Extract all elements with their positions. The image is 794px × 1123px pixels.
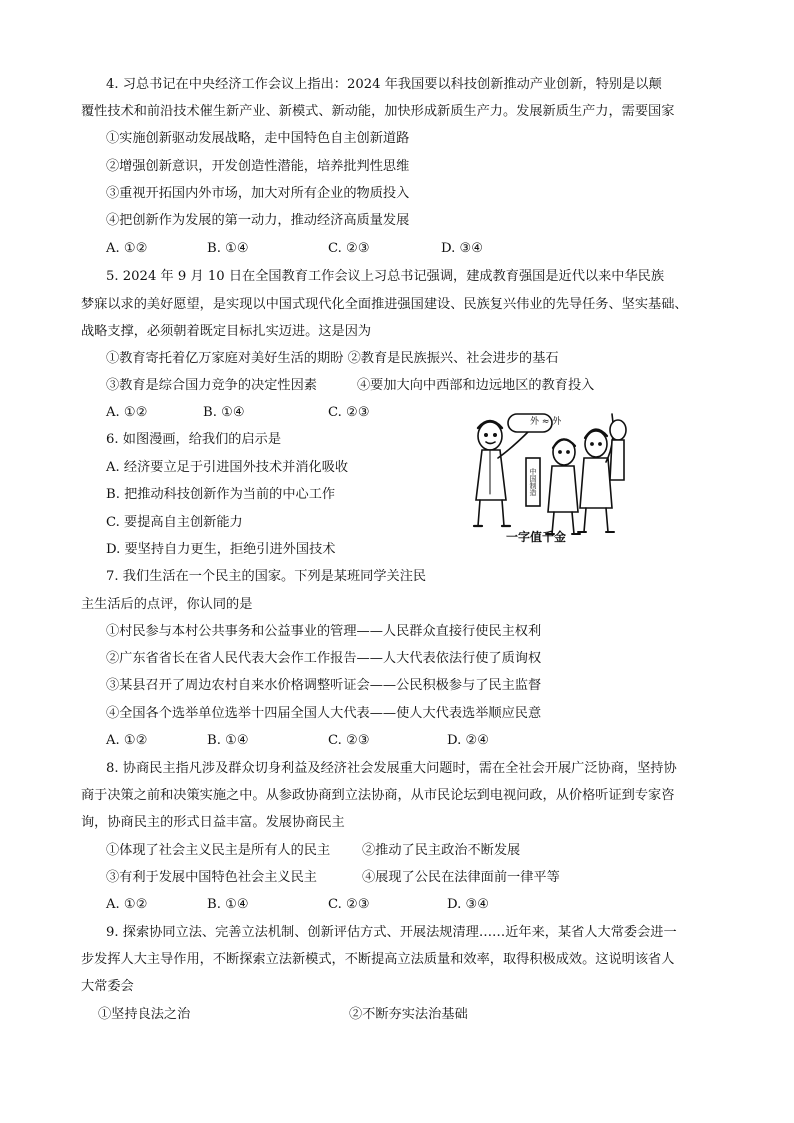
q5-stem-line-3: 战略支撑，必须朝着既定目标扎实迈进。这是因为 [81,324,372,339]
q7-item-1: ①村民参与本村公共事务和公益事业的管理——人民群众直接行使民主权利 [106,624,542,639]
q9-item-1: ①坚持良法之治 [98,1007,191,1022]
q6-option-c: C. 要提高自主创新能力 [106,515,243,530]
q8-option-b: B. ①④ [207,897,249,912]
q8-option-c: C. ②③ [328,897,370,912]
q7-option-c: C. ②③ [328,733,370,748]
q4-option-d: D. ③④ [441,241,484,256]
cartoon-sign-label: 中国制造 [529,468,537,496]
q7-item-2: ②广东省省长在省人民代表大会作工作报告——人大代表依法行使了质询权 [106,651,542,666]
q8-stem-line-2: 商于决策之前和决策实施之中。从参政协商到立法协商，从市民论坛到电视问政，从价格听证到专家咨 [81,788,675,803]
q6-option-b: B. 把推动科技创新作为当前的中心工作 [106,487,336,502]
q4-option-c: C. ②③ [328,241,370,256]
cartoon-bubble-text: 外 ≈ 外 [530,417,562,427]
q5-item-3: ③教育是综合国力竞争的决定性因素 [106,378,317,393]
q8-stem-line-1: 8. 协商民主指凡涉及群众切身利益及经济社会发展重大问题时，需在全社会开展广泛协商，坚持协 [106,761,677,776]
q8-stem-line-3: 询，协商民主的形式日益丰富。发展协商民主 [81,815,345,830]
q7-stem-line-1: 7. 我们生活在一个民主的国家。下列是某班同学关注民 [106,569,427,584]
q9-stem-line-1: 9. 探索协同立法、完善立法机制、创新评估方式、开展法规清理……近年来，某省人大常委会进一 [106,925,677,940]
q9-stem-line-3: 大常委会 [81,979,134,994]
q9-item-2: ②不断夯实法治基础 [349,1007,468,1022]
q8-item-2: ②推动了民主政治不断发展 [362,843,521,858]
q7-stem-line-2: 主生活后的点评，你认同的是 [81,597,253,612]
q7-item-4: ④全国各个选举单位选举十四届全国人大代表——使人大代表选举顺应民意 [106,706,542,721]
q4-stem-line-1: 4. 习总书记在中央经济工作会议上指出：2024 年我国要以科技创新推动产业创新，特别是以颠 [106,77,662,92]
q5-stem-line-1: 5. 2024 年 9 月 10 日在全国教育工作会议上习总书记强调，建成教育强国是近代以来中华民族 [106,269,665,284]
q4-option-b: B. ①④ [207,241,249,256]
q8-item-4: ④展现了公民在法律面前一律平等 [362,870,560,885]
q4-item-1: ①实施创新驱动发展战略，走中国特色自主创新道路 [106,131,410,146]
q5-option-c: C. ②③ [328,405,370,420]
q5-option-a: A. ①② [106,405,148,420]
q8-item-1: ①体现了社会主义民主是所有人的民主 [106,843,331,858]
q7-option-a: A. ①② [106,733,148,748]
q4-stem-line-2: 覆性技术和前沿技术催生新产业、新模式、新动能，加快形成新质生产力。发展新质生产力，需要国家 [81,104,675,119]
q4-option-a: A. ①② [106,241,148,256]
q5-stem-line-2: 梦寐以求的美好愿望，是实现以中国式现代化全面推进强国建设、民族复兴伟业的先导任务、坚实基础、 [81,297,688,312]
cartoon-caption: 一字值千金 [506,530,567,544]
q5-item-4: ④要加大向中西部和边远地区的教育投入 [357,378,595,393]
q8-item-3: ③有利于发展中国特色社会主义民主 [106,870,317,885]
q6-stem: 6. 如图漫画，给我们的启示是 [106,432,282,447]
q7-option-d: D. ②④ [447,733,490,748]
q4-item-2: ②增强创新意识，开发创造性潜能，培养批判性思维 [106,159,410,174]
q9-stem-line-2: 步发挥人大主导作用，不断探索立法新模式，不断提高立法质量和效率，取得积极成效。这说明该省人 [81,952,675,967]
q6-option-d: D. 要坚持自力更生，拒绝引进外国技术 [106,542,336,557]
q8-option-a: A. ①② [106,897,148,912]
q4-item-3: ③重视开拓国内外市场，加大对所有企业的物质投入 [106,186,410,201]
q4-item-4: ④把创新作为发展的第一动力，推动经济高质量发展 [106,213,410,228]
q5-item-1-2: ①教育寄托着亿万家庭对美好生活的期盼 ②教育是民族振兴、社会进步的基石 [106,351,559,366]
q7-option-b: B. ①④ [207,733,249,748]
cartoon-illustration [468,408,628,544]
q8-option-d: D. ③④ [447,897,490,912]
q7-item-3: ③某县召开了周边农村自来水价格调整听证会——公民积极参与了民主监督 [106,678,542,693]
q5-option-b: B. ①④ [203,405,245,420]
q6-option-a: A. 经济要立足于引进国外技术并消化吸收 [106,460,349,475]
